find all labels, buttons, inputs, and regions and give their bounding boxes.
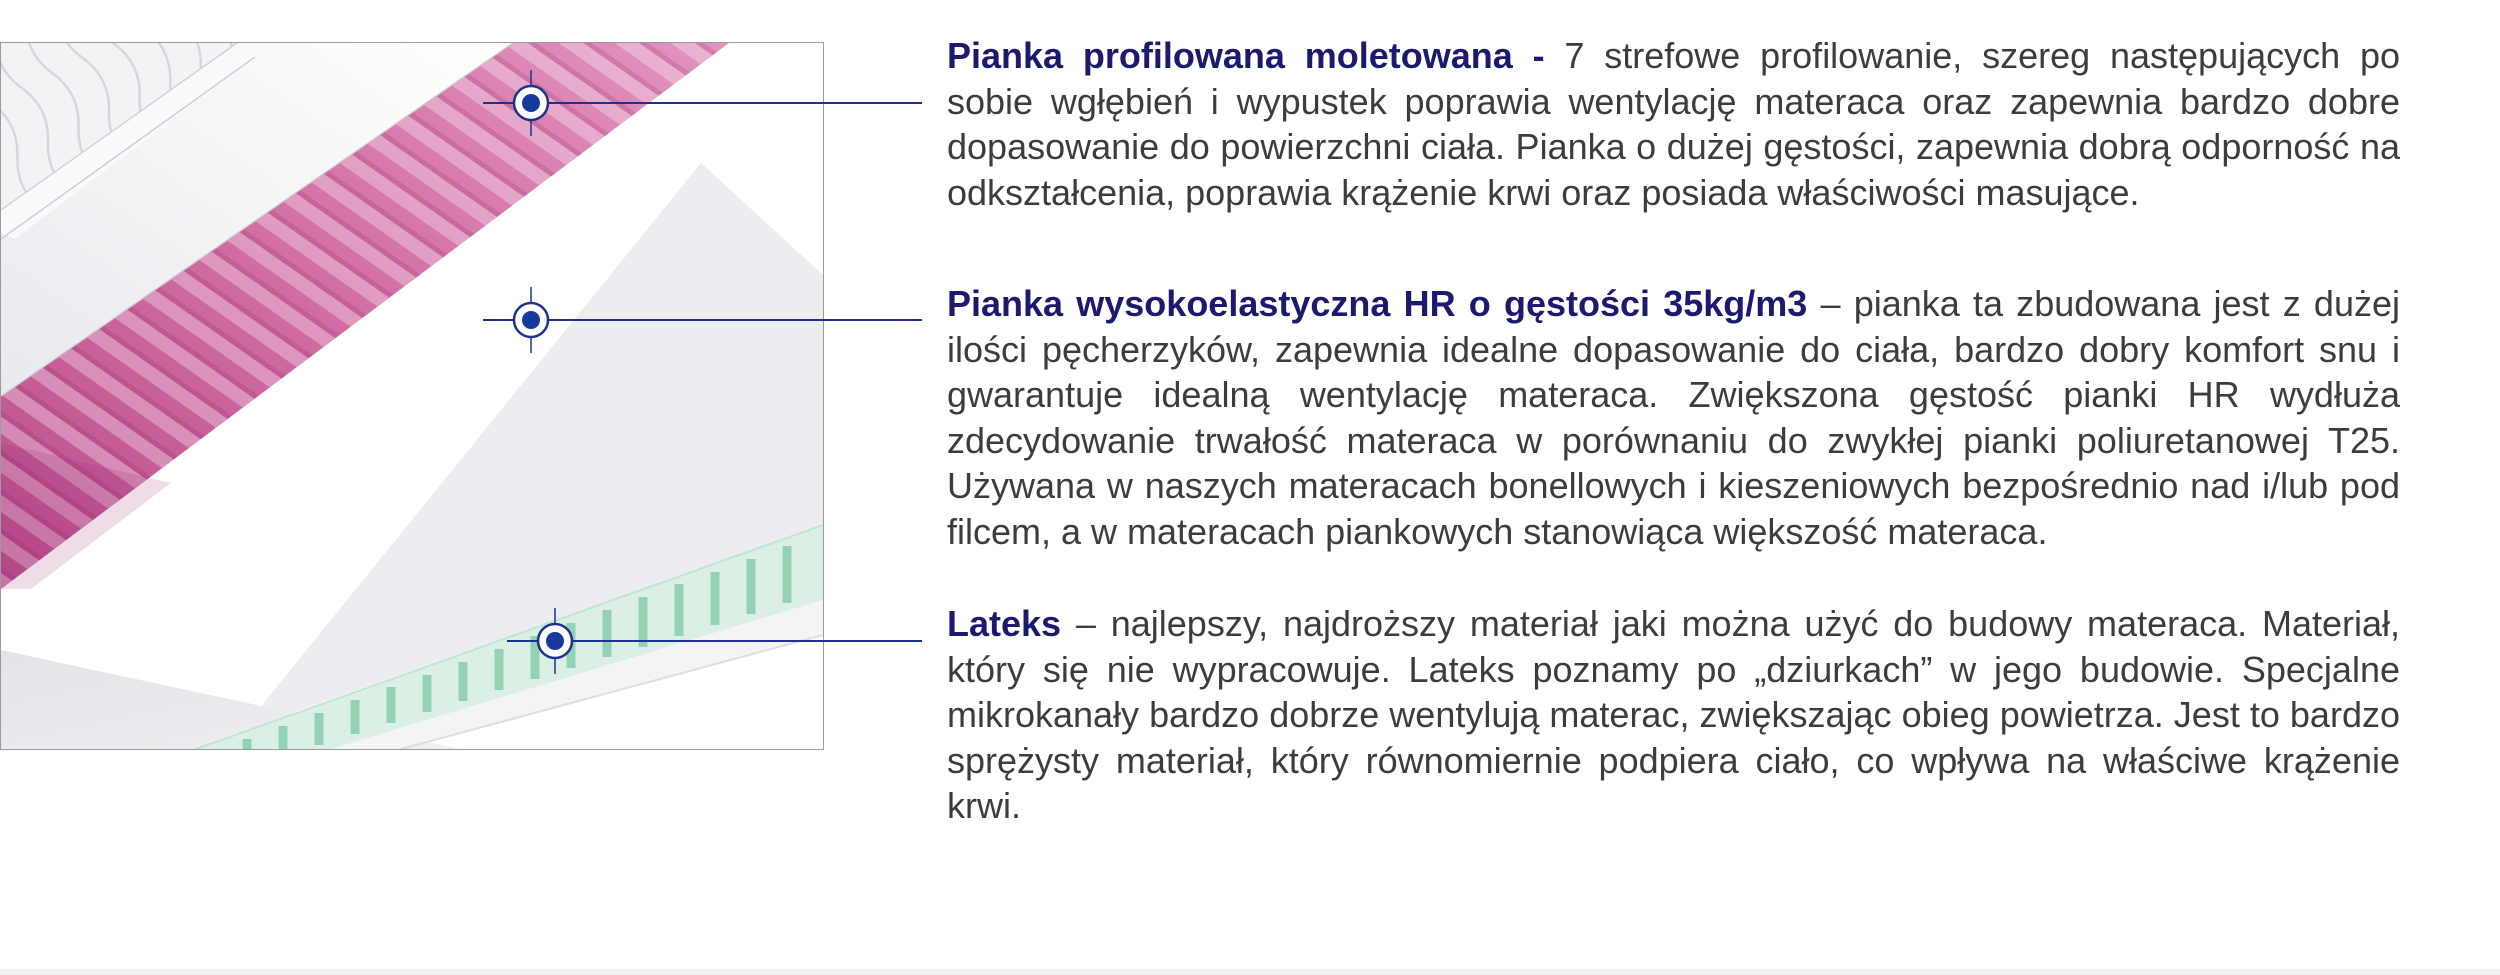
mattress-cross-section: [1, 43, 823, 749]
section-heading: Pianka wysokoelastyczna HR o gęstości 35kg/m3: [947, 283, 1821, 324]
mattress-image-frame: [0, 42, 824, 750]
section-lateks: [947, 601, 2400, 829]
section-body: 7 strefowe profilowanie, szereg następujących po sobie wgłębień i wypustek poprawia wentylację materaca oraz zapewnia bardzo dobre dopasowanie do powierzchni ciała. Pianka o dużej gęstości, zapewnia dobrą odporność na odkształcenia, poprawia krążenie krwi oraz posiada właściwości masujące.: [947, 35, 2400, 213]
section-body: – pianka ta zbudowana jest z dużej ilości pęcherzyków, zapewnia idealne dopasowanie do ciała, bardzo dobry komfort snu i gwarantuje idealną wentylację materaca. Zwiększona gęstość pianki HR wydłuża zdecydowanie trwałość materaca w porównaniu do zwykłej pianki poliuretanowej T25. Używana w naszych materacach bonellowych i kieszeniowych bezpośrednio nad i/lub pod filcem, a w materacach piankowych stanowiąca większość materaca.: [947, 283, 2400, 552]
section-heading: Pianka profilowana moletowana -: [947, 35, 1565, 76]
bottom-strip: [0, 969, 2500, 975]
section-pianka-hr: [947, 281, 2400, 554]
section-body: – najlepszy, najdroższy materiał jaki można użyć do budowy materaca. Materiał, który się nie wypracowuje. Lateks poznamy po „dziurkach” w jego budowie. Specjalne mikrokanały bardzo dobrze wentylują materac, zwiększając obieg powietrza. Jest to bardzo sprężysty materiał, który równomiernie podpiera ciało, co wpływa na właściwe krążenie krwi.: [947, 603, 2400, 826]
section-pianka-profilowana: [947, 33, 2400, 215]
section-heading: Lateks: [947, 603, 1076, 644]
